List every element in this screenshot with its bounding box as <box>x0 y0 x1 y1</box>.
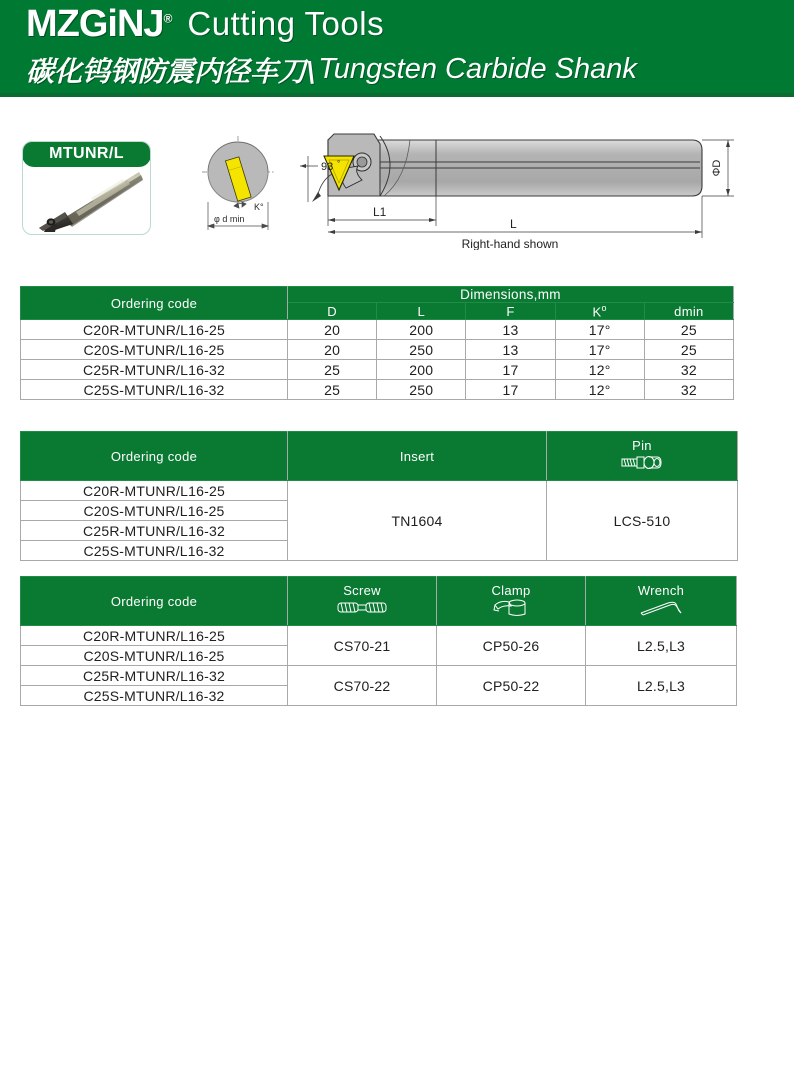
cell-ordering-code: C20S-MTUNR/L16-25 <box>21 501 288 521</box>
cell-dmin: 25 <box>644 340 733 360</box>
col-header-wrench-label: Wrench <box>637 582 685 598</box>
cell-screw: CS70-22 <box>288 666 437 706</box>
cell-wrench: L2.5,L3 <box>586 666 737 706</box>
cell-dmin: 25 <box>644 320 733 340</box>
cell-ordering-code: C20R-MTUNR/L16-25 <box>21 481 288 501</box>
pin-icon <box>547 453 737 473</box>
insert-pin-header-row <box>21 432 738 481</box>
cell-ordering-code: C20S-MTUNR/L16-25 <box>21 646 288 666</box>
dimensions-header-row-1 <box>21 287 734 303</box>
accessories-table <box>20 576 737 706</box>
cell-k: 17° <box>555 340 644 360</box>
cell-d: 20 <box>288 340 377 360</box>
side-view-drawing <box>288 122 788 250</box>
col-header-f: F <box>466 303 555 320</box>
table-row <box>21 320 734 340</box>
cell-f: 17 <box>466 360 555 380</box>
insert-pin-table-body <box>21 481 738 561</box>
cell-k: 12° <box>555 360 644 380</box>
side-view-angle-label: 93 <box>321 161 334 173</box>
dimensions-table <box>20 286 734 400</box>
accessories-table-head <box>21 577 737 626</box>
cell-ordering-code: C25R-MTUNR/L16-32 <box>21 666 288 686</box>
cell-l: 250 <box>377 380 466 400</box>
cell-pin: LCS-510 <box>547 481 738 561</box>
side-view-diameter-label: ΦD <box>711 159 723 177</box>
cell-f: 17 <box>466 380 555 400</box>
side-view-caption: Right-hand shown <box>461 237 559 250</box>
col-header-l: L <box>377 303 466 320</box>
cell-clamp: CP50-22 <box>437 666 586 706</box>
cell-k: 17° <box>555 320 644 340</box>
wrench-icon <box>586 598 736 618</box>
col-header-ordering-code: Ordering code <box>21 432 288 481</box>
cell-f: 13 <box>466 320 555 340</box>
col-header-clamp-label: Clamp <box>491 582 531 598</box>
cross-section-diameter-label: φ d min <box>214 214 245 224</box>
cell-ordering-code: C20S-MTUNR/L16-25 <box>21 340 288 360</box>
col-header-pin-label: Pin <box>632 437 652 453</box>
table-row <box>21 360 734 380</box>
accessories-table-body <box>21 626 737 706</box>
banner-title-row <box>26 0 384 47</box>
side-view-l1-label: L1 <box>373 205 387 219</box>
accessories-header-row <box>21 577 737 626</box>
cross-section-diagram <box>184 130 288 240</box>
dimensions-table-head <box>21 287 734 320</box>
col-header-k-text: K <box>592 304 602 320</box>
cell-wrench: L2.5,L3 <box>586 626 737 666</box>
cell-ordering-code: C20R-MTUNR/L16-25 <box>21 626 288 646</box>
dimensions-table-body <box>21 320 734 400</box>
table-row <box>21 481 738 501</box>
insert-pin-table <box>20 431 738 561</box>
side-view-l-label: L <box>510 217 517 231</box>
col-header-screw-label: Screw <box>343 582 381 598</box>
banner-subtitle-row <box>26 47 772 92</box>
product-badge-card <box>22 141 151 235</box>
page-banner <box>0 0 794 97</box>
col-header-dmin: dmin <box>644 303 733 320</box>
col-header-d: D <box>288 303 377 320</box>
insert-pin-table-head <box>21 432 738 481</box>
col-header-pin <box>547 432 738 481</box>
cell-ordering-code: C25R-MTUNR/L16-32 <box>21 360 288 380</box>
banner-subtitle-english: Tungsten Carbide Shank <box>318 53 637 85</box>
col-header-ordering-code: Ordering code <box>21 287 288 320</box>
col-header-insert: Insert <box>288 432 547 481</box>
cross-section-angle-label: K° <box>254 202 264 212</box>
col-header-screw <box>288 577 437 626</box>
table-row <box>21 626 737 646</box>
col-header-k <box>555 303 644 320</box>
col-header-wrench <box>586 577 737 626</box>
cell-screw: CS70-21 <box>288 626 437 666</box>
boring-bar-photo <box>31 168 143 232</box>
cell-ordering-code: C25S-MTUNR/L16-32 <box>21 686 288 706</box>
cell-ordering-code: C25R-MTUNR/L16-32 <box>21 521 288 541</box>
cell-l: 200 <box>377 320 466 340</box>
cell-clamp: CP50-26 <box>437 626 586 666</box>
brand-logo <box>26 2 172 45</box>
banner-subtitle-chinese: 碳化钨钢防震内径车刀\ <box>26 54 317 88</box>
banner-bottom-rule <box>0 93 794 97</box>
product-badge-label: MTUNR/L <box>22 141 151 167</box>
side-view-angle-unit: ° <box>337 159 341 168</box>
cell-insert: TN1604 <box>288 481 547 561</box>
cell-d: 25 <box>288 380 377 400</box>
table-row <box>21 340 734 360</box>
table-row <box>21 666 737 686</box>
brand-logo-text: MZGiNJ <box>26 2 164 45</box>
cell-l: 250 <box>377 340 466 360</box>
screw-icon <box>288 598 436 618</box>
col-header-dimensions-group: Dimensions,mm <box>288 287 734 303</box>
cell-k: 12° <box>555 380 644 400</box>
cell-f: 13 <box>466 340 555 360</box>
cell-ordering-code: C20R-MTUNR/L16-25 <box>21 320 288 340</box>
clamp-icon <box>437 598 585 618</box>
cell-dmin: 32 <box>644 380 733 400</box>
cell-dmin: 32 <box>644 360 733 380</box>
cell-d: 25 <box>288 360 377 380</box>
col-header-k-superscript: o <box>601 303 607 313</box>
registered-mark-icon: ® <box>163 10 172 25</box>
cell-l: 200 <box>377 360 466 380</box>
banner-tagline: Cutting Tools <box>187 5 385 42</box>
table-row <box>21 380 734 400</box>
col-header-clamp <box>437 577 586 626</box>
cell-d: 20 <box>288 320 377 340</box>
cell-ordering-code: C25S-MTUNR/L16-32 <box>21 541 288 561</box>
figure-zone <box>0 104 794 264</box>
col-header-ordering-code: Ordering code <box>21 577 288 626</box>
cell-ordering-code: C25S-MTUNR/L16-32 <box>21 380 288 400</box>
